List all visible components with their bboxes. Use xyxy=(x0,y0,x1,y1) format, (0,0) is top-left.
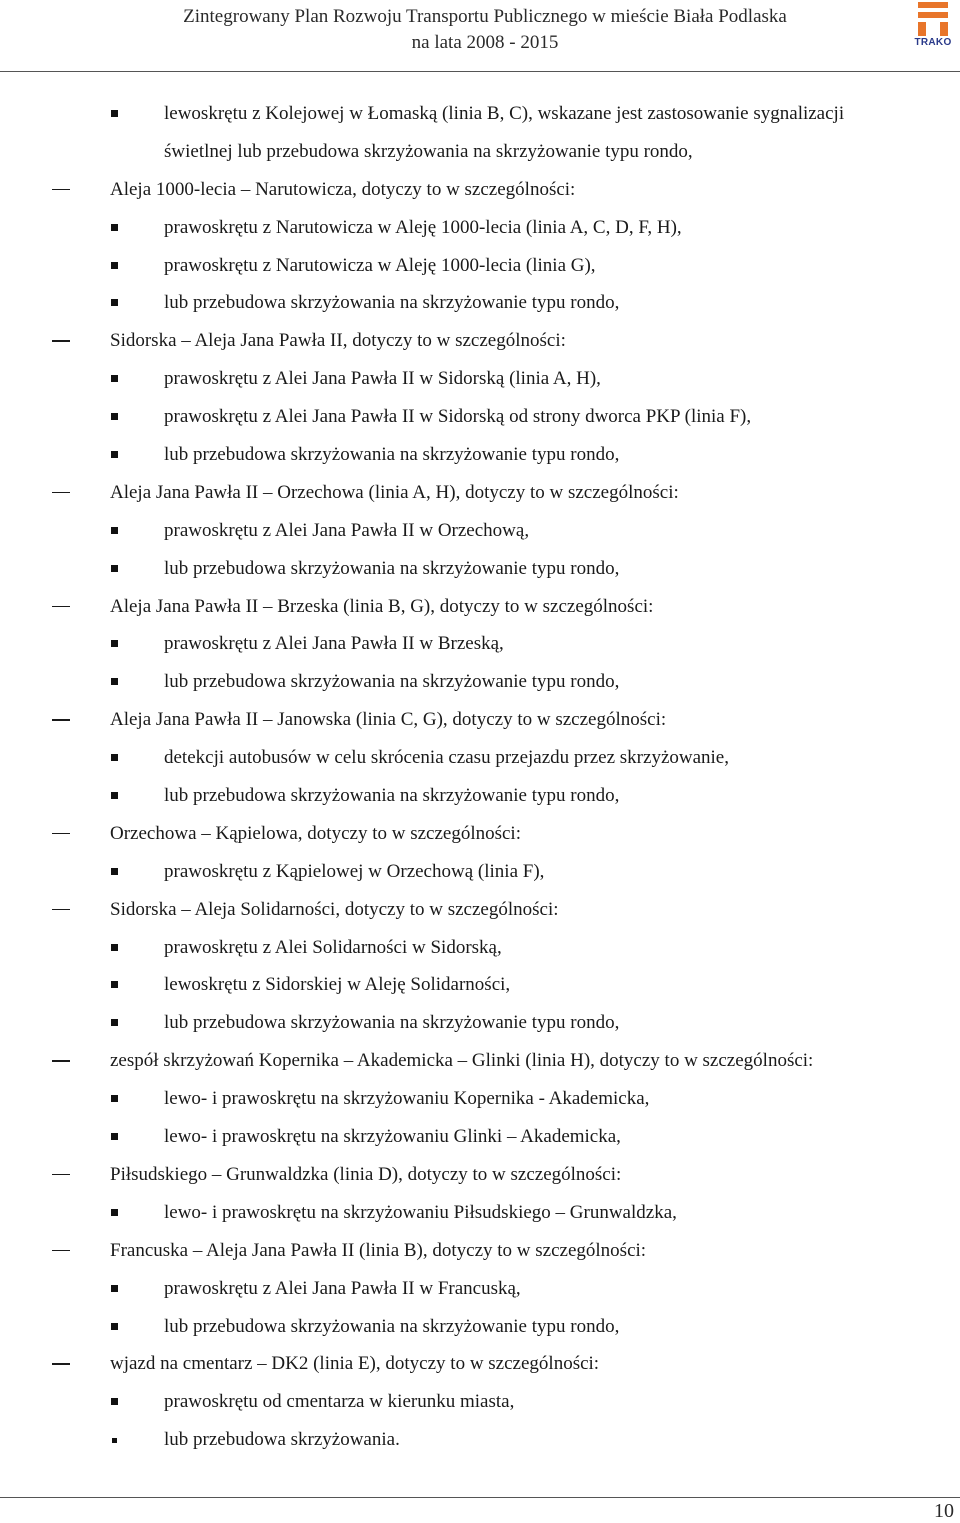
dash-marker-icon xyxy=(52,189,70,190)
square-bullet-icon xyxy=(111,1095,118,1102)
list-item-dash xyxy=(0,815,960,853)
list-item-text: prawoskrętu z Alei Jana Pawła II w Orzechową, xyxy=(164,519,530,541)
square-bullet-icon xyxy=(111,1398,118,1405)
list-item-text: wjazd na cmentarz – DK2 (linia E), dotyczy to w szczególności: xyxy=(110,1353,600,1375)
square-bullet-icon xyxy=(111,678,118,685)
list-item-text: Aleja Jana Pawła II – Orzechowa (linia A, H), dotyczy to w szczególności: xyxy=(110,481,679,503)
square-bullet-icon xyxy=(111,1285,118,1292)
page-number: 10 xyxy=(934,1500,954,1522)
list-item-bullet xyxy=(0,95,960,133)
list-item-bullet xyxy=(0,853,960,891)
list-item-dash xyxy=(0,588,960,626)
list-item-bullet xyxy=(0,550,960,588)
square-bullet-icon xyxy=(111,754,118,761)
list-item-dash xyxy=(0,1345,960,1383)
list-item-bullet xyxy=(0,398,960,436)
list-item-text: prawoskrętu z Narutowicza w Aleję 1000-lecia (linia G), xyxy=(164,254,596,276)
dash-marker-icon xyxy=(52,606,70,607)
square-bullet-icon xyxy=(111,944,118,951)
list-item-text: Francuska – Aleja Jana Pawła II (linia B), dotyczy to w szczególności: xyxy=(110,1239,647,1261)
page-header xyxy=(0,0,960,72)
square-bullet-icon xyxy=(111,1019,118,1026)
header-divider xyxy=(0,71,960,72)
document-title-line-2: na lata 2008 - 2015 xyxy=(411,32,559,53)
list-item-bullet xyxy=(0,247,960,285)
list-item-bullet xyxy=(0,209,960,247)
list-item-text: prawoskrętu z Kąpielowej w Orzechową (linia F), xyxy=(164,860,545,882)
list-item-text: lub przebudowa skrzyżowania na skrzyżowanie typu rondo, xyxy=(164,557,620,579)
list-item-text: lewoskrętu z Kolejowej w Łomaską (linia B, C), wskazane jest zastosowanie sygnalizacji xyxy=(164,103,845,124)
square-bullet-icon xyxy=(111,413,118,420)
document-body xyxy=(0,95,960,1459)
list-item-bullet xyxy=(0,739,960,777)
list-item-dash xyxy=(0,1232,960,1270)
list-item-bullet xyxy=(0,1383,960,1421)
list-item-text: Aleja Jana Pawła II – Janowska (linia C, G), dotyczy to w szczególności: xyxy=(110,709,667,731)
list-item-text: prawoskrętu z Alei Jana Pawła II w Sidorską (linia A, H), xyxy=(164,368,601,390)
list-item-dash xyxy=(0,474,960,512)
list-item-continuation xyxy=(0,133,960,171)
dash-marker-icon xyxy=(52,1363,70,1364)
list-item-text: prawoskrętu z Alei Jana Pawła II w Sidorską od strony dworca PKP (linia F), xyxy=(164,406,752,428)
list-item-text: Sidorska – Aleja Solidarności, dotyczy to w szczególności: xyxy=(110,898,559,920)
list-item-bullet xyxy=(0,512,960,550)
square-bullet-icon xyxy=(111,565,118,572)
list-item-text: prawoskrętu z Alei Jana Pawła II w Francuską, xyxy=(164,1277,521,1299)
list-item-text: lub przebudowa skrzyżowania na skrzyżowanie typu rondo, xyxy=(164,1012,620,1034)
list-item-text: lewoskrętu z Sidorskiej w Aleję Solidarności, xyxy=(164,974,511,996)
list-item-bullet xyxy=(0,284,960,322)
list-item-dash xyxy=(0,1042,960,1080)
square-bullet-icon xyxy=(111,1209,118,1216)
list-item-text: zespół skrzyżowań Kopernika – Akademicka – Glinki (linia H), dotyczy to w szczególności: xyxy=(110,1050,814,1072)
list-item-bullet xyxy=(0,1270,960,1308)
list-item-text: prawoskrętu z Alei Solidarności w Sidorską, xyxy=(164,936,502,958)
list-item-text: lewo- i prawoskrętu na skrzyżowaniu Piłsudskiego – Grunwaldzka, xyxy=(164,1201,677,1223)
document-title xyxy=(60,4,910,56)
trako-logo-text: TRAKO xyxy=(914,37,952,48)
square-bullet-icon xyxy=(111,299,118,306)
square-bullet-icon xyxy=(111,375,118,382)
list-item-text: Aleja Jana Pawła II – Brzeska (linia B, G), dotyczy to w szczególności: xyxy=(110,595,654,617)
list-item-text: lub przebudowa skrzyżowania na skrzyżowanie typu rondo, xyxy=(164,1315,620,1337)
list-item-text: detekcji autobusów w celu skrócenia czasu przejazdu przez skrzyżowanie, xyxy=(164,747,729,769)
dash-marker-icon xyxy=(52,492,70,493)
list-item-bullet xyxy=(0,1080,960,1118)
list-item-text: lub przebudowa skrzyżowania na skrzyżowanie typu rondo, xyxy=(164,671,620,693)
list-item-dash xyxy=(0,891,960,929)
square-bullet-icon xyxy=(111,1323,118,1330)
list-item-text: Piłsudskiego – Grunwaldzka (linia D), dotyczy to w szczególności: xyxy=(110,1163,622,1185)
list-item-bullet xyxy=(0,777,960,815)
list-item-bullet xyxy=(0,663,960,701)
list-item-bullet xyxy=(0,1308,960,1346)
list-item-text: lub przebudowa skrzyżowania na skrzyżowanie typu rondo, xyxy=(164,444,620,466)
square-bullet-icon xyxy=(111,527,118,534)
dash-marker-icon xyxy=(52,1174,70,1175)
list-item-text: prawoskrętu z Narutowicza w Aleję 1000-lecia (linia A, C, D, F, H), xyxy=(164,216,682,238)
list-item-text: lub przebudowa skrzyżowania na skrzyżowanie typu rondo, xyxy=(164,785,620,807)
dash-marker-icon xyxy=(52,833,70,834)
square-bullet-icon xyxy=(111,1133,118,1140)
square-bullet-icon xyxy=(111,792,118,799)
list-item-bullet xyxy=(0,1004,960,1042)
list-item-bullet xyxy=(0,436,960,474)
square-bullet-icon xyxy=(111,451,118,458)
list-item-bullet xyxy=(0,966,960,1004)
list-item-text: Aleja 1000-lecia – Narutowicza, dotyczy to w szczególności: xyxy=(110,178,576,200)
list-item-dash xyxy=(0,171,960,209)
list-item-bullet xyxy=(0,1194,960,1232)
list-item-text: lub przebudowa skrzyżowania. xyxy=(164,1429,400,1451)
list-item-text: świetlnej lub przebudowa skrzyżowania na skrzyżowanie typu rondo, xyxy=(164,140,693,162)
list-item-text: lub przebudowa skrzyżowania na skrzyżowanie typu rondo, xyxy=(164,292,620,314)
square-bullet-icon xyxy=(111,110,118,117)
list-item-bullet xyxy=(0,1421,960,1459)
list-item-text: lewo- i prawoskrętu na skrzyżowaniu Kopernika - Akademicka, xyxy=(164,1088,650,1110)
list-item-dash xyxy=(0,322,960,360)
list-item-text: Orzechowa – Kąpielowa, dotyczy to w szczególności: xyxy=(110,822,521,844)
list-item-bullet xyxy=(0,929,960,967)
dash-marker-icon xyxy=(52,719,70,720)
list-item-bullet xyxy=(0,1118,960,1156)
list-item-text: lewo- i prawoskrętu na skrzyżowaniu Glinki – Akademicka, xyxy=(164,1126,621,1148)
list-item-bullet xyxy=(0,625,960,663)
list-item-text: prawoskrętu od cmentarza w kierunku miasta, xyxy=(164,1391,515,1413)
list-item-text: prawoskrętu z Alei Jana Pawła II w Brzeską, xyxy=(164,633,504,655)
dash-marker-icon xyxy=(52,1060,70,1061)
list-item-bullet xyxy=(0,360,960,398)
trako-logo-mark xyxy=(912,0,954,38)
list-item-dash xyxy=(0,701,960,739)
dash-marker-icon xyxy=(52,340,70,341)
square-bullet-icon xyxy=(111,868,118,875)
document-title-line-1: Zintegrowany Plan Rozwoju Transportu Publicznego w mieście Biała Podlaska xyxy=(183,6,787,27)
square-bullet-icon xyxy=(111,262,118,269)
square-bullet-icon xyxy=(111,981,118,988)
trako-logo xyxy=(912,0,954,52)
list-item-dash xyxy=(0,1156,960,1194)
square-bullet-icon xyxy=(111,224,118,231)
footer-divider xyxy=(0,1497,960,1498)
dash-marker-icon xyxy=(52,909,70,910)
list-item-text: Sidorska – Aleja Jana Pawła II, dotyczy to w szczególności: xyxy=(110,330,566,352)
square-bullet-icon xyxy=(111,640,118,647)
square-bullet-icon xyxy=(112,1438,117,1443)
dash-marker-icon xyxy=(52,1250,70,1251)
